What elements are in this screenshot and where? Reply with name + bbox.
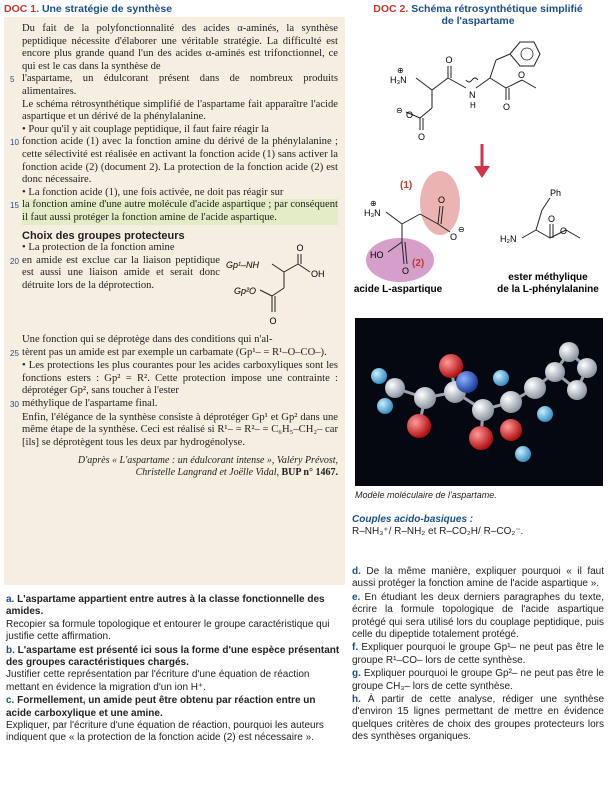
text-paragraph: • Pour qu'il y ait couplage peptidique, il faut faire réagir la (22, 123, 269, 135)
aspartame-carboxylate-oxygen-2: O (418, 132, 426, 142)
subhead-line (10, 225, 338, 243)
couples-text: R–NH₃⁺/ R–NH₂ et R–CO₂H/ R–CO₂⁻. (352, 526, 524, 538)
text-paragraph: • La protection de la fonction amine (22, 242, 175, 254)
retrosynthesis-arrow (474, 144, 490, 178)
aspartame-ester-oxygen: O (503, 102, 511, 112)
text-paragraph: 20 en amide est exclue car la liaison peptidique est aussi une liaison amide et serait donc détruite lors de la déprotection. (10, 254, 220, 291)
aspartic-hydroxyl-label: HO (370, 250, 384, 260)
aspartame-hydrogen: H (470, 101, 476, 110)
questions-left-column (6, 594, 342, 746)
atom-carbon (545, 362, 565, 382)
doc1-tag: DOC 1. (4, 3, 40, 15)
doc1-title-text: Une stratégie de synthèse (41, 3, 173, 15)
text-paragraph: Le schéma rétrosynthétique simplifié de l'aspartame fait apparaître l'acide aspartique et un dérivé de la phénylalanine. (22, 98, 338, 123)
couples-title: Couples acido-basiques : (352, 514, 474, 525)
aspartame-plus-charge: ⊕ (397, 66, 404, 75)
atom-carbon (472, 399, 494, 421)
aspartic-oxygen: O (438, 195, 446, 205)
text-paragraph: Enfin, l'élégance de la synthèse consiste à déprotéger Gp¹ et Gp² dans une même étape de la synthèse. Ceci est réalisé si R¹– = R²– = C₆H₅–CH₂– car [ils] se déprotègent tous les deux par hydrogénolyse. (22, 411, 338, 448)
text-paragraph-highlighted: 10 fonction acide (1) avec la fonction amine du dérivé de la phénylalanine ; cette sélectivité est réalisée en activant la fonction acide (1) sans activer la fonction acide (2) (document 2). La protection de la fonction acide (2) est donc nécessaire. (10, 136, 338, 186)
model-caption: Modèle moléculaire de l'aspartame. (355, 490, 497, 500)
atom-carbon (524, 377, 546, 399)
aspartic-acid-label: acide L-aspartique (353, 284, 443, 295)
question-a: a. L'aspartame appartient entre autres à la classe fonctionnelle des amides. Recopier sa formule topologique et entourer le groupe caractéristique qui justifie cette affirmation. (6, 594, 330, 643)
doc2-tag: DOC 2. (373, 3, 409, 15)
phe-ester-label-line2: de la L-phénylalanine (497, 284, 599, 295)
aspartame-minus-charge: ⊖ (396, 106, 403, 115)
aspartic-minus-charge: ⊖ (458, 225, 465, 234)
atom-hydrogen (537, 406, 553, 422)
atom-oxygen (407, 414, 431, 438)
phe-oxygen: O (548, 214, 556, 224)
aspartic-oxygen-2: O (450, 232, 458, 242)
phe-ester-oxygen: O (560, 226, 568, 236)
atom-carbon (567, 380, 587, 400)
text-paragraph: Du fait de la polyfonctionnalité des acides α-aminés, la synthèse peptidique nécessite d'élaborer une véritable stratégie. La difficulté est encore plus grande quand l'un des acides α-aminés est trifonctionnel, ce qui est le cas dans la synthèse de (22, 23, 338, 72)
atom-hydrogen (377, 398, 393, 414)
oxygen-label: O (296, 243, 304, 254)
question-b: b. L'aspartame est présenté ici sous la forme d'une espèce présentant des groupes caractéristiques chargés. Justifier cette représentation par l'écriture d'une équation de réaction mettant en évidence la migration d'un ion H⁺. (6, 644, 340, 693)
atom-carbon (414, 387, 436, 409)
molecular-model-render (355, 318, 603, 486)
doc2-title-line1: Schéma rétrosynthétique simplifié (411, 3, 583, 15)
atom-oxygen (469, 426, 493, 450)
aspartame-carboxylate-oxygen: O (406, 110, 414, 120)
aspartame-nitrogen: N (469, 90, 476, 100)
phe-h2n-label: H₂N (500, 234, 517, 244)
oxygen-label-2: O (269, 316, 277, 327)
gp2-o-label: Gp²O (234, 286, 257, 297)
acid-1-label: (1) (400, 180, 413, 191)
aspartic-plus-charge: ⊕ (370, 199, 377, 208)
question-e: e. En étudiant les deux derniers paragraphes du texte, écrire la formule topologique de l'acide aspartique protégé qui sera utilisé lors du couplage peptidique, puis celle du dipeptide totalement protégé. (352, 591, 604, 641)
question-h: h. À partir de cette analyse, rédiger une synthèse d'environ 15 lignes permettant de mettre en évidence quelques critères de choix des groupes protecteurs lors des synthèses organiques. (352, 694, 605, 743)
question-f: f. Expliquer pourquoi le groupe Gp¹– ne peut pas être le groupe R¹–CO– lors de cette synthèse. (352, 642, 604, 666)
phe-phenyl-label: Ph (550, 188, 562, 198)
question-g: g. Expliquer pourquoi le groupe Gp²– ne peut pas être le groupe CH₃– lors de cette synthèse. (352, 668, 604, 692)
text-paragraph: Une fonction qui se déprotège dans des conditions qui n'al- (22, 334, 273, 346)
atom-carbon (385, 378, 405, 398)
atom-hydrogen (515, 446, 531, 462)
source-citation: D'après « L'aspartame : un édulcorant intense », Valéry Prévost, Christelle Langrand et Joëlle Vidal, BUP n° 1467. (77, 455, 338, 479)
aspartame-oxygen: O (445, 55, 453, 65)
text-paragraph: 30 méthylique de l'aspartame final. (10, 398, 158, 410)
molecular-model-image (355, 318, 603, 486)
doc1-title (4, 3, 172, 15)
aspartame-h3n-label: H₃N (390, 75, 407, 85)
protecting-groups-subhead: Choix des groupes protecteurs (22, 229, 185, 242)
hydroxyl-label: OH (311, 269, 325, 280)
atom-hydrogen (371, 368, 387, 384)
aspartic-h3n-label: H₃N (364, 208, 381, 218)
doc2-title-line2: de l'aspartame (441, 15, 515, 27)
atom-carbon (577, 358, 597, 378)
text-paragraph: • Les protections les plus courantes pour les acides carboxyliques sont les fonctions esters : Gp² = R². Cette protection impose une contrainte : déprotéger Gp², sans toucher à l'ester (22, 360, 338, 397)
gp1-nh-label: Gp¹–NH (226, 260, 260, 271)
acid-2-label: (2) (412, 258, 425, 269)
atom-nitrogen (456, 371, 478, 393)
atom-hydrogen (493, 370, 509, 386)
atom-oxygen (500, 419, 522, 441)
acid-base-couples (352, 514, 606, 539)
text-paragraph: 5 l'aspartame, un édulcorant présent dans de nombreux produits alimentaires. (10, 73, 338, 97)
doc2-title (352, 3, 604, 27)
atom-carbon (559, 342, 579, 362)
protect-block (10, 242, 338, 334)
question-c: c. Formellement, un amide peut être obtenu par réaction entre un acide carboxylique et une amine. Expliquer, par l'écriture d'une équation de réaction, pourquoi les auteurs indiquent que « la protection de la fonction acide (2) est nécessaire ». (6, 695, 324, 744)
atom-carbon (500, 391, 522, 413)
questions-right-column (352, 566, 604, 745)
doc1-text-panel (4, 17, 345, 585)
text-paragraph: 25 tèrent pas un amide est par exemple un carbamate (Gp¹– = R¹–O–CO–). (10, 346, 327, 358)
text-paragraph: • La fonction acide (1), une fois activée, ne doit pas réagir sur (22, 186, 284, 198)
aspartic-oxygen-3: O (402, 266, 410, 276)
text-paragraph-highlighted: 15 la fonction amine d'une autre molécule d'acide aspartique ; par conséquent il faut aussi protéger la fonction amine de l'acide aspartique. (10, 199, 338, 223)
retrosynthesis-diagram (350, 28, 604, 298)
question-d: d. De la même manière, expliquer pourquoi « il faut aussi protéger la fonction amine de l'acide aspartique ». (352, 566, 605, 590)
phe-ester-label-line1: ester méthylique (508, 272, 588, 283)
protected-aspartic-acid-structure (220, 242, 338, 334)
aspartame-ester-oxygen-2: O (518, 70, 526, 80)
